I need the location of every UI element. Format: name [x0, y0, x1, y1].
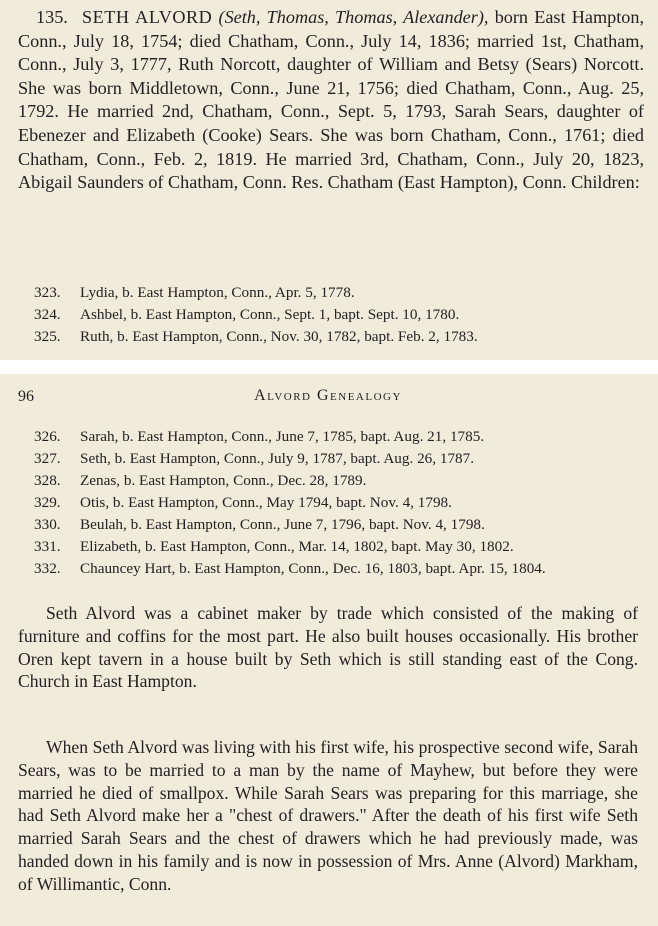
child-text: Ruth, b. East Hampton, Conn., Nov. 30, 1782, bapt. Feb. 2, 1783.	[80, 328, 478, 345]
child-number: 330.	[34, 516, 61, 533]
child-item	[34, 536, 624, 558]
child-text: Seth, b. East Hampton, Conn., July 9, 1787, bapt. Aug. 26, 1787.	[80, 450, 475, 467]
entry-lineage: (Seth, Thomas, Thomas, Alexander),	[218, 7, 489, 27]
child-item	[34, 492, 624, 514]
body-paragraph: When Seth Alvord was living with his first wife, his prospective second wife, Sarah Sears, was to be married to a man by the name of Mayhew, but before they were married he died of smallpox. While Sarah Sears was preparing for this marriage, she had Seth Alvord make her a "chest of drawers." After the death of his first wife Seth married Sarah Sears and the chest of drawers which he had previously made, was handed down in his family and is now in possession of Mrs. Anne (Alvord) Markham, of Willimantic, Conn.	[18, 737, 638, 894]
page-number: 96	[18, 388, 34, 405]
children-list	[34, 282, 624, 348]
entry-number: 135.	[36, 7, 68, 27]
body-paragraph: Seth Alvord was a cabinet maker by trade which consisted of the making of furniture and coffins for the most part. He also built houses occasionally. His brother Oren kept tavern in a house built by Seth which is still standing east of the Cong. Church in East Hampton.	[18, 603, 638, 692]
child-text: Zenas, b. East Hampton, Conn., Dec. 28, 1789.	[80, 472, 367, 489]
child-text: Elizabeth, b. East Hampton, Conn., Mar. 14, 1802, bapt. May 30, 1802.	[80, 538, 514, 555]
entry-paragraph	[18, 6, 644, 195]
child-item	[34, 304, 624, 326]
child-text: Chauncey Hart, b. East Hampton, Conn., Dec. 16, 1803, bapt. Apr. 15, 1804.	[80, 560, 546, 577]
child-number: 329.	[34, 494, 61, 511]
bottom-page-scan	[0, 374, 658, 926]
child-text: Beulah, b. East Hampton, Conn., June 7, 1796, bapt. Nov. 4, 1798.	[80, 516, 485, 533]
child-item	[34, 558, 624, 580]
child-text: Ashbel, b. East Hampton, Conn., Sept. 1, bapt. Sept. 10, 1780.	[80, 306, 460, 323]
child-item	[34, 448, 624, 470]
child-number: 324.	[34, 306, 61, 323]
child-number: 332.	[34, 560, 61, 577]
entry-text: born East Hampton, Conn., July 18, 1754; died Chatham, Conn., July 14, 1836; married 1st, Chatham, Conn., July 3, 1777, Ruth Norcott, daughter of William and Betsy (Sears) Norcott. She was born Middletown, Conn., June 21, 1756; died Chatham, Conn., Aug. 25, 1792. He married 2nd, Chatham, Conn., Sept. 5, 1793, Sarah Sears, daughter of Ebenezer and Elizabeth (Cooke) Sears. She was born Chatham, Conn., 1761; died Chatham, Conn., Feb. 2, 1819. He married 3rd, Chatham, Conn., July 20, 1823, Abigail Saunders of Chatham, Conn. Res. Chatham (East Hampton), Conn. Children:	[18, 7, 645, 193]
top-page-scan	[0, 0, 658, 360]
child-text: Otis, b. East Hampton, Conn., May 1794, bapt. Nov. 4, 1798.	[80, 494, 452, 511]
running-head: Alvord Genealogy	[254, 387, 402, 404]
child-item	[34, 426, 624, 448]
page-header	[18, 384, 638, 408]
child-number: 331.	[34, 538, 61, 555]
child-item	[34, 470, 624, 492]
child-item	[34, 326, 624, 348]
child-number: 325.	[34, 328, 61, 345]
child-text: Lydia, b. East Hampton, Conn., Apr. 5, 1778.	[80, 284, 355, 301]
page-separator	[0, 360, 658, 374]
child-number: 328.	[34, 472, 61, 489]
child-number: 327.	[34, 450, 61, 467]
child-item	[34, 282, 624, 304]
child-item	[34, 514, 624, 536]
children-list	[34, 426, 624, 580]
child-number: 323.	[34, 284, 61, 301]
child-text: Sarah, b. East Hampton, Conn., June 7, 1785, bapt. Aug. 21, 1785.	[80, 428, 485, 445]
child-number: 326.	[34, 428, 61, 445]
entry-name: SETH ALVORD	[82, 7, 213, 27]
